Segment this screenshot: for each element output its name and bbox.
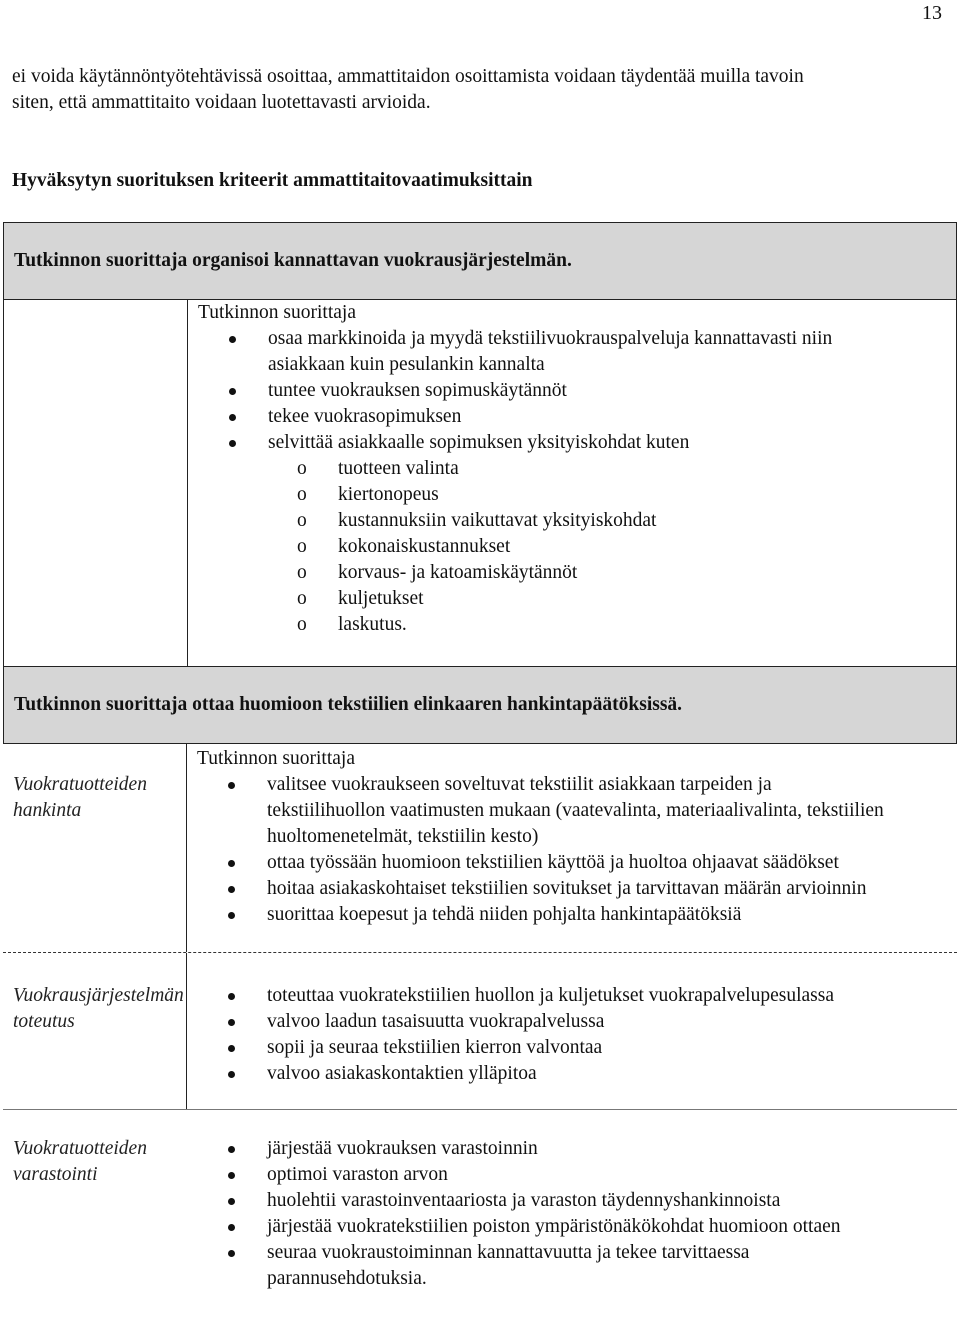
list-item: selvittää asiakkaalle sopimuksen yksityiskohdat kuten xyxy=(198,430,948,456)
row-bullet-list xyxy=(197,772,949,928)
row-content xyxy=(187,1110,957,1310)
section2-header: Tutkinnon suorittaja ottaa huomioon tekstiilien elinkaaren hankintapäätöksissä. xyxy=(3,666,957,744)
section1-sub-list xyxy=(198,456,948,638)
row-intro: Tutkinnon suorittaja xyxy=(197,748,355,769)
page-number: 13 xyxy=(922,2,942,24)
row-content xyxy=(187,744,957,952)
list-item: suorittaa koepesut ja tehdä niiden pohjalta hankintapäätöksiä xyxy=(197,902,949,928)
list-item: tuntee vuokrauksen sopimuskäytännöt xyxy=(198,378,948,404)
list-item: ottaa työssään huomioon tekstiilien käyttöä ja huoltoa ohjaavat säädökset xyxy=(197,850,949,876)
sub-marker: o xyxy=(297,510,307,531)
section1-intro: Tutkinnon suorittaja xyxy=(198,302,356,323)
list-item: hoitaa asiakaskohtaiset tekstiilien sovitukset ja tarvittavan määrän arvioinnin xyxy=(197,876,949,902)
list-item: huolehtii varastoinventaariosta ja varaston täydennyshankinnoista xyxy=(197,1188,949,1214)
sub-marker: o xyxy=(297,536,307,557)
criteria-table xyxy=(3,222,957,1310)
list-item: osaa markkinoida ja myydä tekstiilivuokrauspalveluja kannattavasti niin asiakkaan kuin pesulankin kannalta xyxy=(198,326,948,378)
list-item: optimoi varaston arvon xyxy=(197,1162,949,1188)
sub-list-item xyxy=(198,586,948,612)
list-item: järjestää vuokratekstiilien poiston ympäristönäkökohdat huomioon ottaen xyxy=(197,1214,949,1240)
sub-item-text: kuljetukset xyxy=(338,588,424,609)
sub-marker: o xyxy=(297,484,307,505)
row-label: Vuokratuotteiden hankinta xyxy=(3,744,187,952)
sub-list-item xyxy=(198,560,948,586)
sub-list-item xyxy=(198,534,948,560)
list-item: valvoo asiakaskontaktien ylläpitoa xyxy=(197,1061,949,1087)
list-item: järjestää vuokrauksen varastoinnin xyxy=(197,1136,949,1162)
row-bullet-list xyxy=(197,1136,949,1292)
section1-row xyxy=(3,300,957,666)
sub-item-text: kokonaiskustannukset xyxy=(338,536,511,557)
section2-row-procurement xyxy=(3,744,957,952)
list-item: valvoo laadun tasaisuutta vuokrapalvelussa xyxy=(197,1009,949,1035)
sub-list-item xyxy=(198,612,948,638)
list-item: valitsee vuokraukseen soveltuvat tekstiilit asiakkaan tarpeiden ja tekstiilihuollon vaatimusten mukaan (vaatevalinta, materiaalivalinta, tekstiilien huoltomenetelmät, tekstiilin kesto) xyxy=(197,772,949,850)
sub-list-item xyxy=(198,508,948,534)
sub-marker: o xyxy=(297,588,307,609)
sub-item-text: laskutus. xyxy=(338,614,407,635)
sub-list-item xyxy=(198,456,948,482)
sub-marker: o xyxy=(297,562,307,583)
section1-header: Tutkinnon suorittaja organisoi kannattavan vuokrausjärjestelmän. xyxy=(3,222,957,300)
intro-paragraph xyxy=(12,64,942,116)
section1-bullet-list xyxy=(198,326,948,456)
list-item: seuraa vuokraustoiminnan kannattavuutta ja tekee tarvittaessa parannusehdotuksia. xyxy=(197,1240,949,1292)
section1-label-cell xyxy=(4,300,188,666)
row-label: Vuokrausjärjestelmän toteutus xyxy=(3,953,187,1109)
sub-item-text: korvaus- ja katoamiskäytännöt xyxy=(338,562,578,583)
list-item: tekee vuokrasopimuksen xyxy=(198,404,948,430)
intro-line: ei voida käytännöntyötehtävissä osoittaa, ammattitaidon osoittamista voidaan täydentää muilla tavoin xyxy=(12,66,804,87)
row-content xyxy=(187,953,957,1109)
list-item: sopii ja seuraa tekstiilien kierron valvontaa xyxy=(197,1035,949,1061)
section2-row-implementation xyxy=(3,953,957,1109)
criteria-heading: Hyväksytyn suorituksen kriteerit ammattitaitovaatimuksittain xyxy=(12,170,533,191)
sub-item-text: kiertonopeus xyxy=(338,484,439,505)
sub-item-text: tuotteen valinta xyxy=(338,458,459,479)
section2-row-storage xyxy=(3,1110,957,1310)
list-item: toteuttaa vuokratekstiilien huollon ja kuljetukset vuokrapalvelupesulassa xyxy=(197,983,949,1009)
intro-line: siten, että ammattitaito voidaan luotettavasti arvioida. xyxy=(12,92,431,113)
sub-item-text: kustannuksiin vaikuttavat yksityiskohdat xyxy=(338,510,657,531)
sub-marker: o xyxy=(297,458,307,479)
row-bullet-list xyxy=(197,983,949,1087)
section1-content xyxy=(188,300,956,666)
sub-list-item xyxy=(198,482,948,508)
sub-marker: o xyxy=(297,614,307,635)
row-label: Vuokratuotteiden varastointi xyxy=(13,1138,147,1185)
